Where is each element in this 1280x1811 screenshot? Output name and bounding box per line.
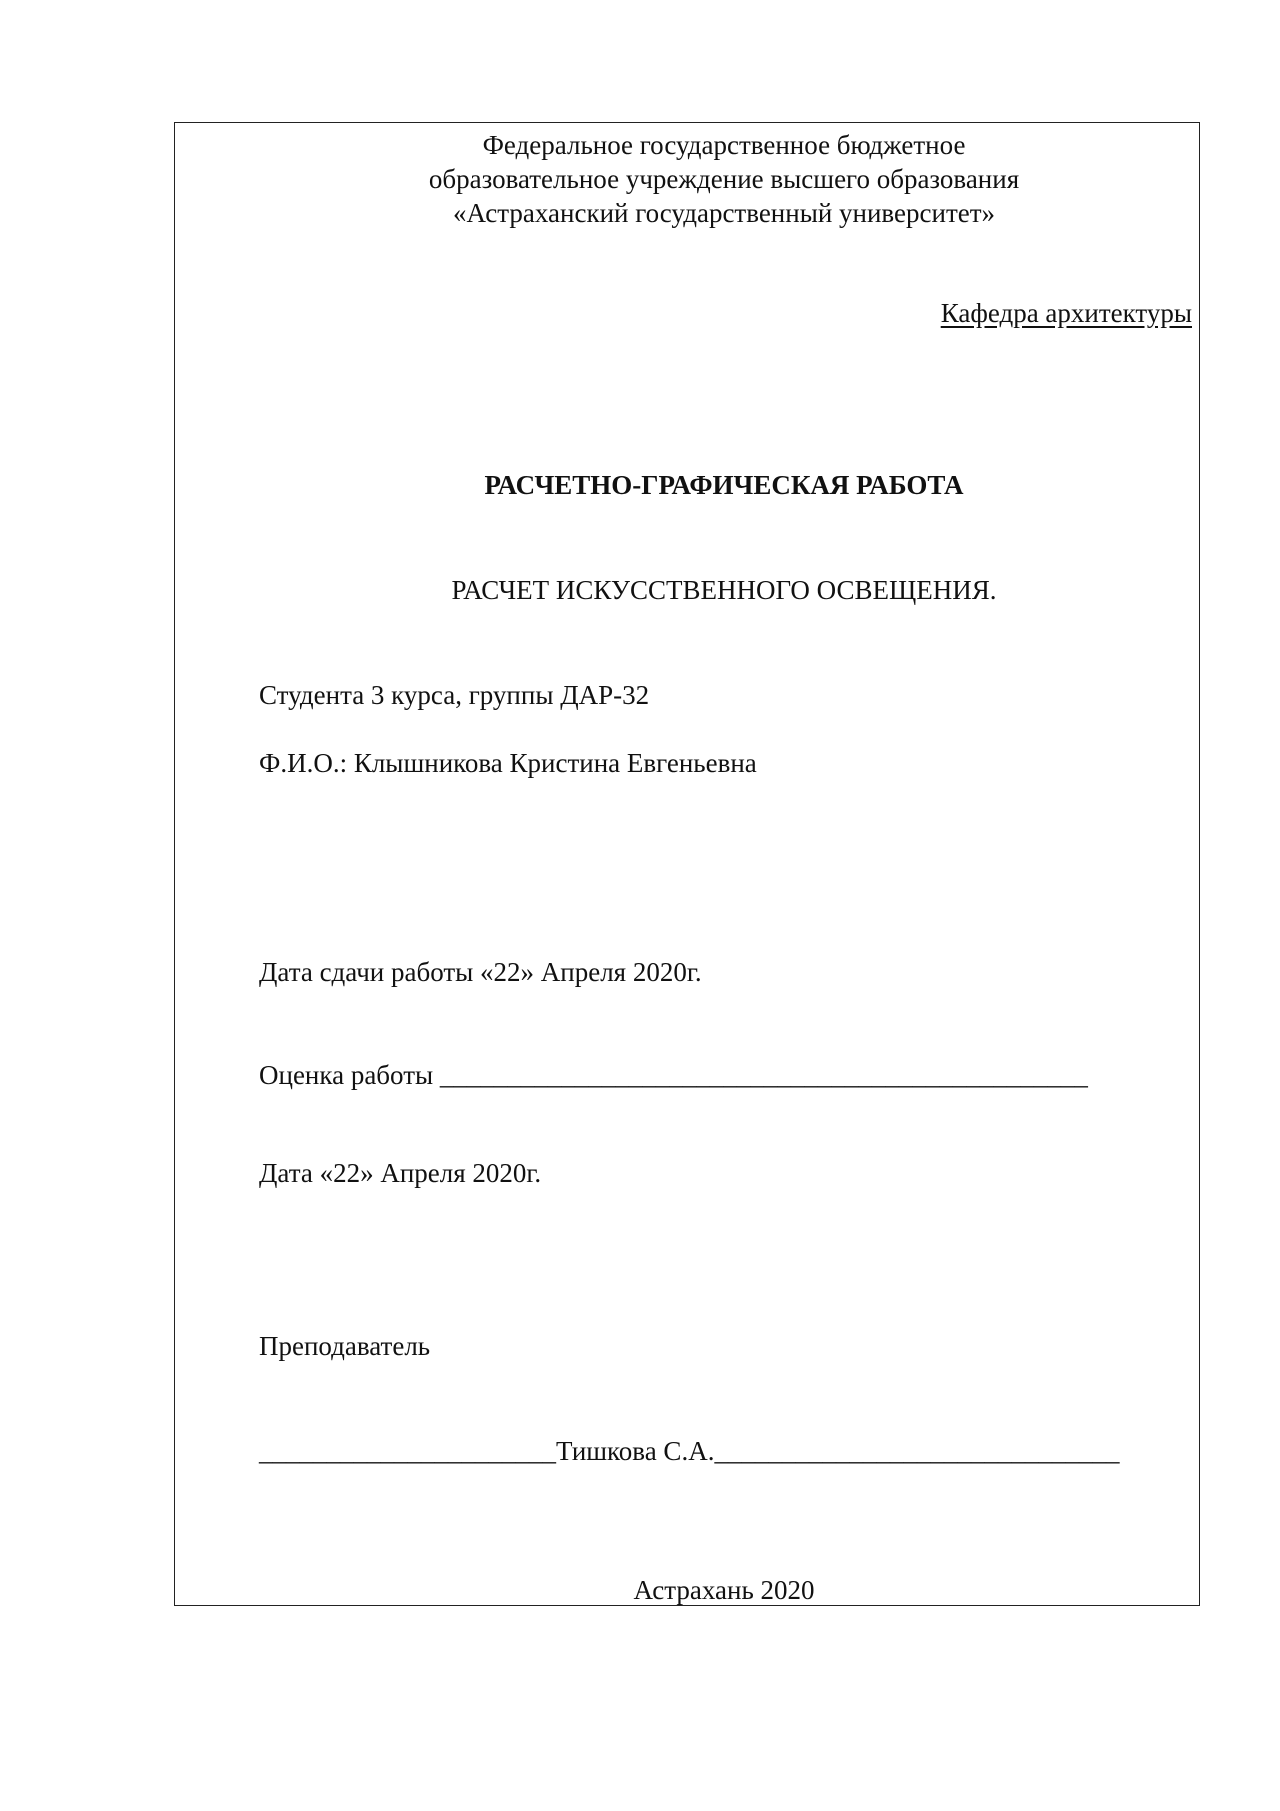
teacher-signature-line: ______________________Тишкова С.А.______________________________: [259, 1436, 1120, 1466]
work-topic-title: РАСЧЕТ ИСКУССТВЕННОГО ОСВЕЩЕНИЯ.: [451, 575, 997, 605]
grading-date: Дата «22» Апреля 2020г.: [259, 1158, 542, 1188]
teacher-label: Преподаватель: [259, 1331, 431, 1361]
work-type-title: РАСЧЕТНО-ГРАФИЧЕСКАЯ РАБОТА: [484, 470, 964, 500]
department-name: Кафедра архитектуры: [940, 298, 1192, 328]
student-full-name: Ф.И.О.: Клышникова Кристина Евгеньевна: [259, 748, 757, 778]
institution-header: [174, 128, 1274, 230]
submission-date: Дата сдачи работы «22» Апреля 2020г.: [259, 957, 702, 987]
grade-field: Оценка работы ________________________________________________: [259, 1060, 1088, 1090]
institution-line-1: Федеральное государственное бюджетное: [482, 130, 966, 160]
institution-line-3: «Астраханский государственный университет»: [452, 198, 996, 228]
institution-line-2: образовательное учреждение высшего образования: [428, 164, 1020, 194]
student-course-group: Студента 3 курса, группы ДАР-32: [259, 680, 650, 710]
city-year: Астрахань 2020: [633, 1575, 815, 1605]
page-border-frame: [174, 122, 1200, 1606]
